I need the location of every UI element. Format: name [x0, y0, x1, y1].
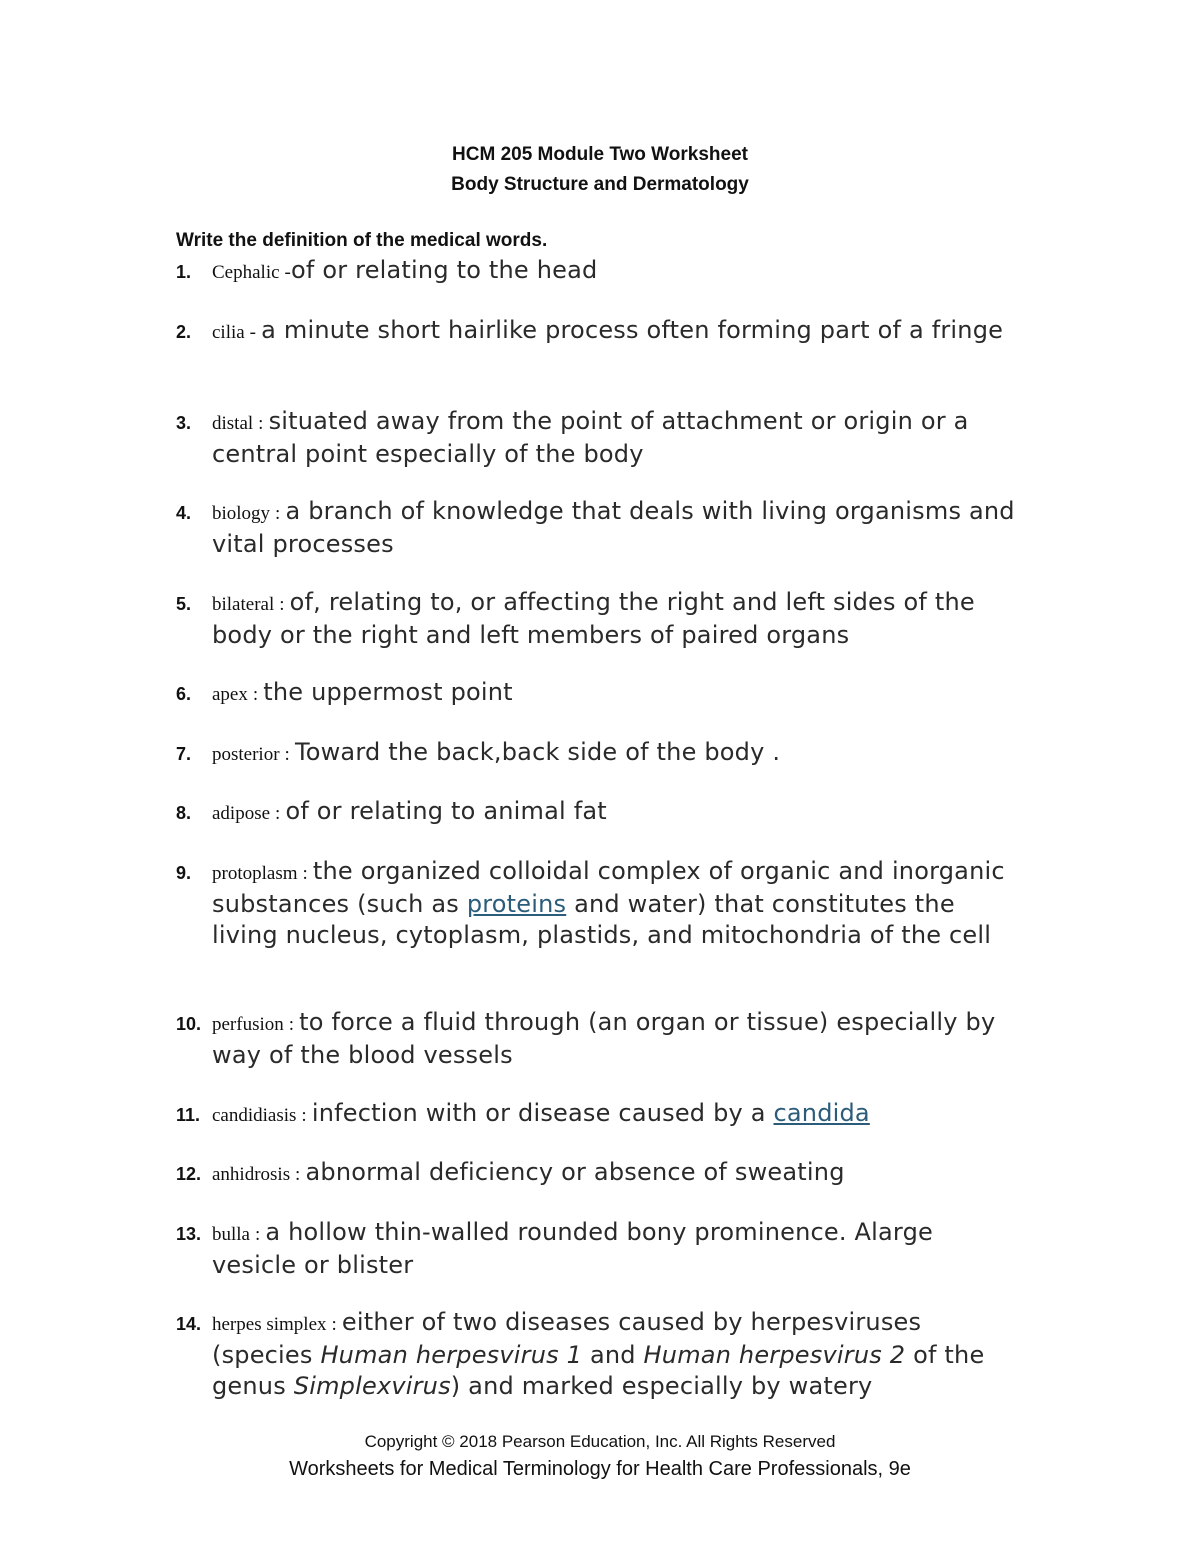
item-definition-cont: of the genus: [212, 1341, 985, 1400]
item-number: 4.: [176, 503, 192, 523]
item-term: perfusion: [212, 1014, 284, 1035]
list-item: [176, 406, 1026, 470]
genus-name: Simplexvirus: [293, 1372, 451, 1400]
item-number: 13.: [176, 1224, 202, 1244]
item-term: anhidrosis: [212, 1164, 291, 1185]
item-term: distal: [212, 413, 254, 434]
item-number: 7.: [176, 744, 192, 764]
item-number: 1.: [176, 262, 192, 282]
item-separator: :: [274, 594, 290, 615]
item-number: 6.: [176, 684, 192, 704]
list-item: [176, 1217, 1026, 1281]
item-separator: :: [270, 803, 286, 824]
item-definition: abnormal deficiency or absence of sweating: [305, 1158, 845, 1186]
list-item: [176, 587, 1026, 651]
species-name: Human herpesvirus 2: [643, 1341, 906, 1369]
item-definition-cont: ) and marked especially by watery: [450, 1372, 873, 1400]
item-separator: :: [290, 1164, 306, 1185]
item-term: bulla: [212, 1224, 250, 1245]
page-subtitle: Body Structure and Dermatology: [451, 174, 749, 195]
list-item: [176, 1098, 1026, 1131]
proteins-link[interactable]: proteins: [466, 890, 567, 918]
item-number: 14.: [176, 1314, 202, 1334]
item-term: herpes simplex: [212, 1314, 327, 1335]
instructions: Write the definition of the medical words.: [176, 230, 548, 251]
list-item: [176, 496, 1026, 560]
item-definition: the organized colloidal complex of organic and inorganic substances (such as: [212, 857, 1005, 918]
item-definition: Toward the back,back side of the body .: [294, 738, 781, 766]
item-separator: :: [279, 744, 295, 765]
item-definition: infection with or disease caused by a: [311, 1099, 774, 1127]
item-definition-cont: and: [582, 1341, 644, 1369]
list-item: [176, 1157, 1026, 1190]
item-term: apex: [212, 684, 248, 705]
list-item: [176, 796, 1026, 829]
item-term: posterior: [212, 744, 280, 765]
item-number: 9.: [176, 863, 192, 883]
item-separator: :: [250, 1224, 266, 1245]
item-separator: -: [244, 322, 262, 343]
list-item: [176, 255, 1026, 288]
item-definition: a hollow thin-walled rounded bony prominence. Alarge vesicle or blister: [212, 1218, 933, 1279]
list-item: [176, 1007, 1026, 1071]
item-separator: -: [279, 262, 292, 283]
item-separator: :: [283, 1014, 300, 1035]
item-number: 3.: [176, 413, 192, 433]
candida-link[interactable]: candida: [773, 1099, 870, 1127]
item-definition: of or relating to the head: [291, 256, 598, 284]
item-term: adipose: [212, 803, 271, 824]
item-term: candidiasis: [212, 1105, 297, 1126]
item-definition: of, relating to, or affecting the right and left sides of the body or the right and left members of paired organs: [212, 588, 975, 649]
item-separator: :: [297, 863, 313, 884]
item-separator: :: [270, 503, 286, 524]
list-item: [176, 1307, 1026, 1402]
list-item: [176, 315, 1026, 348]
item-definition: a minute short hairlike process often forming part of a fringe: [261, 316, 1004, 344]
item-number: 2.: [176, 322, 192, 342]
item-term: protoplasm: [212, 863, 298, 884]
copyright-notice: Copyright © 2018 Pearson Education, Inc. All Rights Reserved: [364, 1432, 836, 1451]
item-definition: to force a fluid through (an organ or tissue) especially by way of the blood vessels: [212, 1008, 996, 1069]
item-number: 5.: [176, 594, 192, 614]
item-definition: of or relating to animal fat: [285, 797, 607, 825]
item-separator: :: [296, 1105, 312, 1126]
book-title: Worksheets for Medical Terminology for Health Care Professionals, 9e: [289, 1458, 911, 1480]
list-item: [176, 677, 1026, 710]
item-number: 10.: [176, 1014, 202, 1034]
species-name: Human herpesvirus 1: [320, 1341, 583, 1369]
list-item: [176, 737, 1026, 770]
item-number: 12.: [176, 1164, 202, 1184]
item-definition: either of two diseases caused by herpesviruses (species: [212, 1308, 922, 1369]
item-definition: situated away from the point of attachment or origin or a central point especially of the body: [212, 407, 969, 468]
item-number: 11.: [176, 1105, 201, 1125]
item-separator: :: [247, 684, 264, 705]
page-title: HCM 205 Module Two Worksheet: [452, 144, 748, 165]
item-separator: :: [253, 413, 269, 434]
list-item: [176, 856, 1026, 951]
item-number: 8.: [176, 803, 192, 823]
item-term: Cephalic: [212, 262, 280, 283]
item-term: cilia: [212, 322, 245, 343]
item-separator: :: [326, 1314, 342, 1335]
item-definition: a branch of knowledge that deals with living organisms and vital processes: [212, 497, 1015, 558]
item-definition: the uppermost point: [263, 678, 513, 706]
item-term: bilateral: [212, 594, 275, 615]
item-definition-cont: and water) that constitutes the living nucleus, cytoplasm, plastids, and mitochondria of the cell: [212, 890, 992, 949]
item-term: biology: [212, 503, 271, 524]
